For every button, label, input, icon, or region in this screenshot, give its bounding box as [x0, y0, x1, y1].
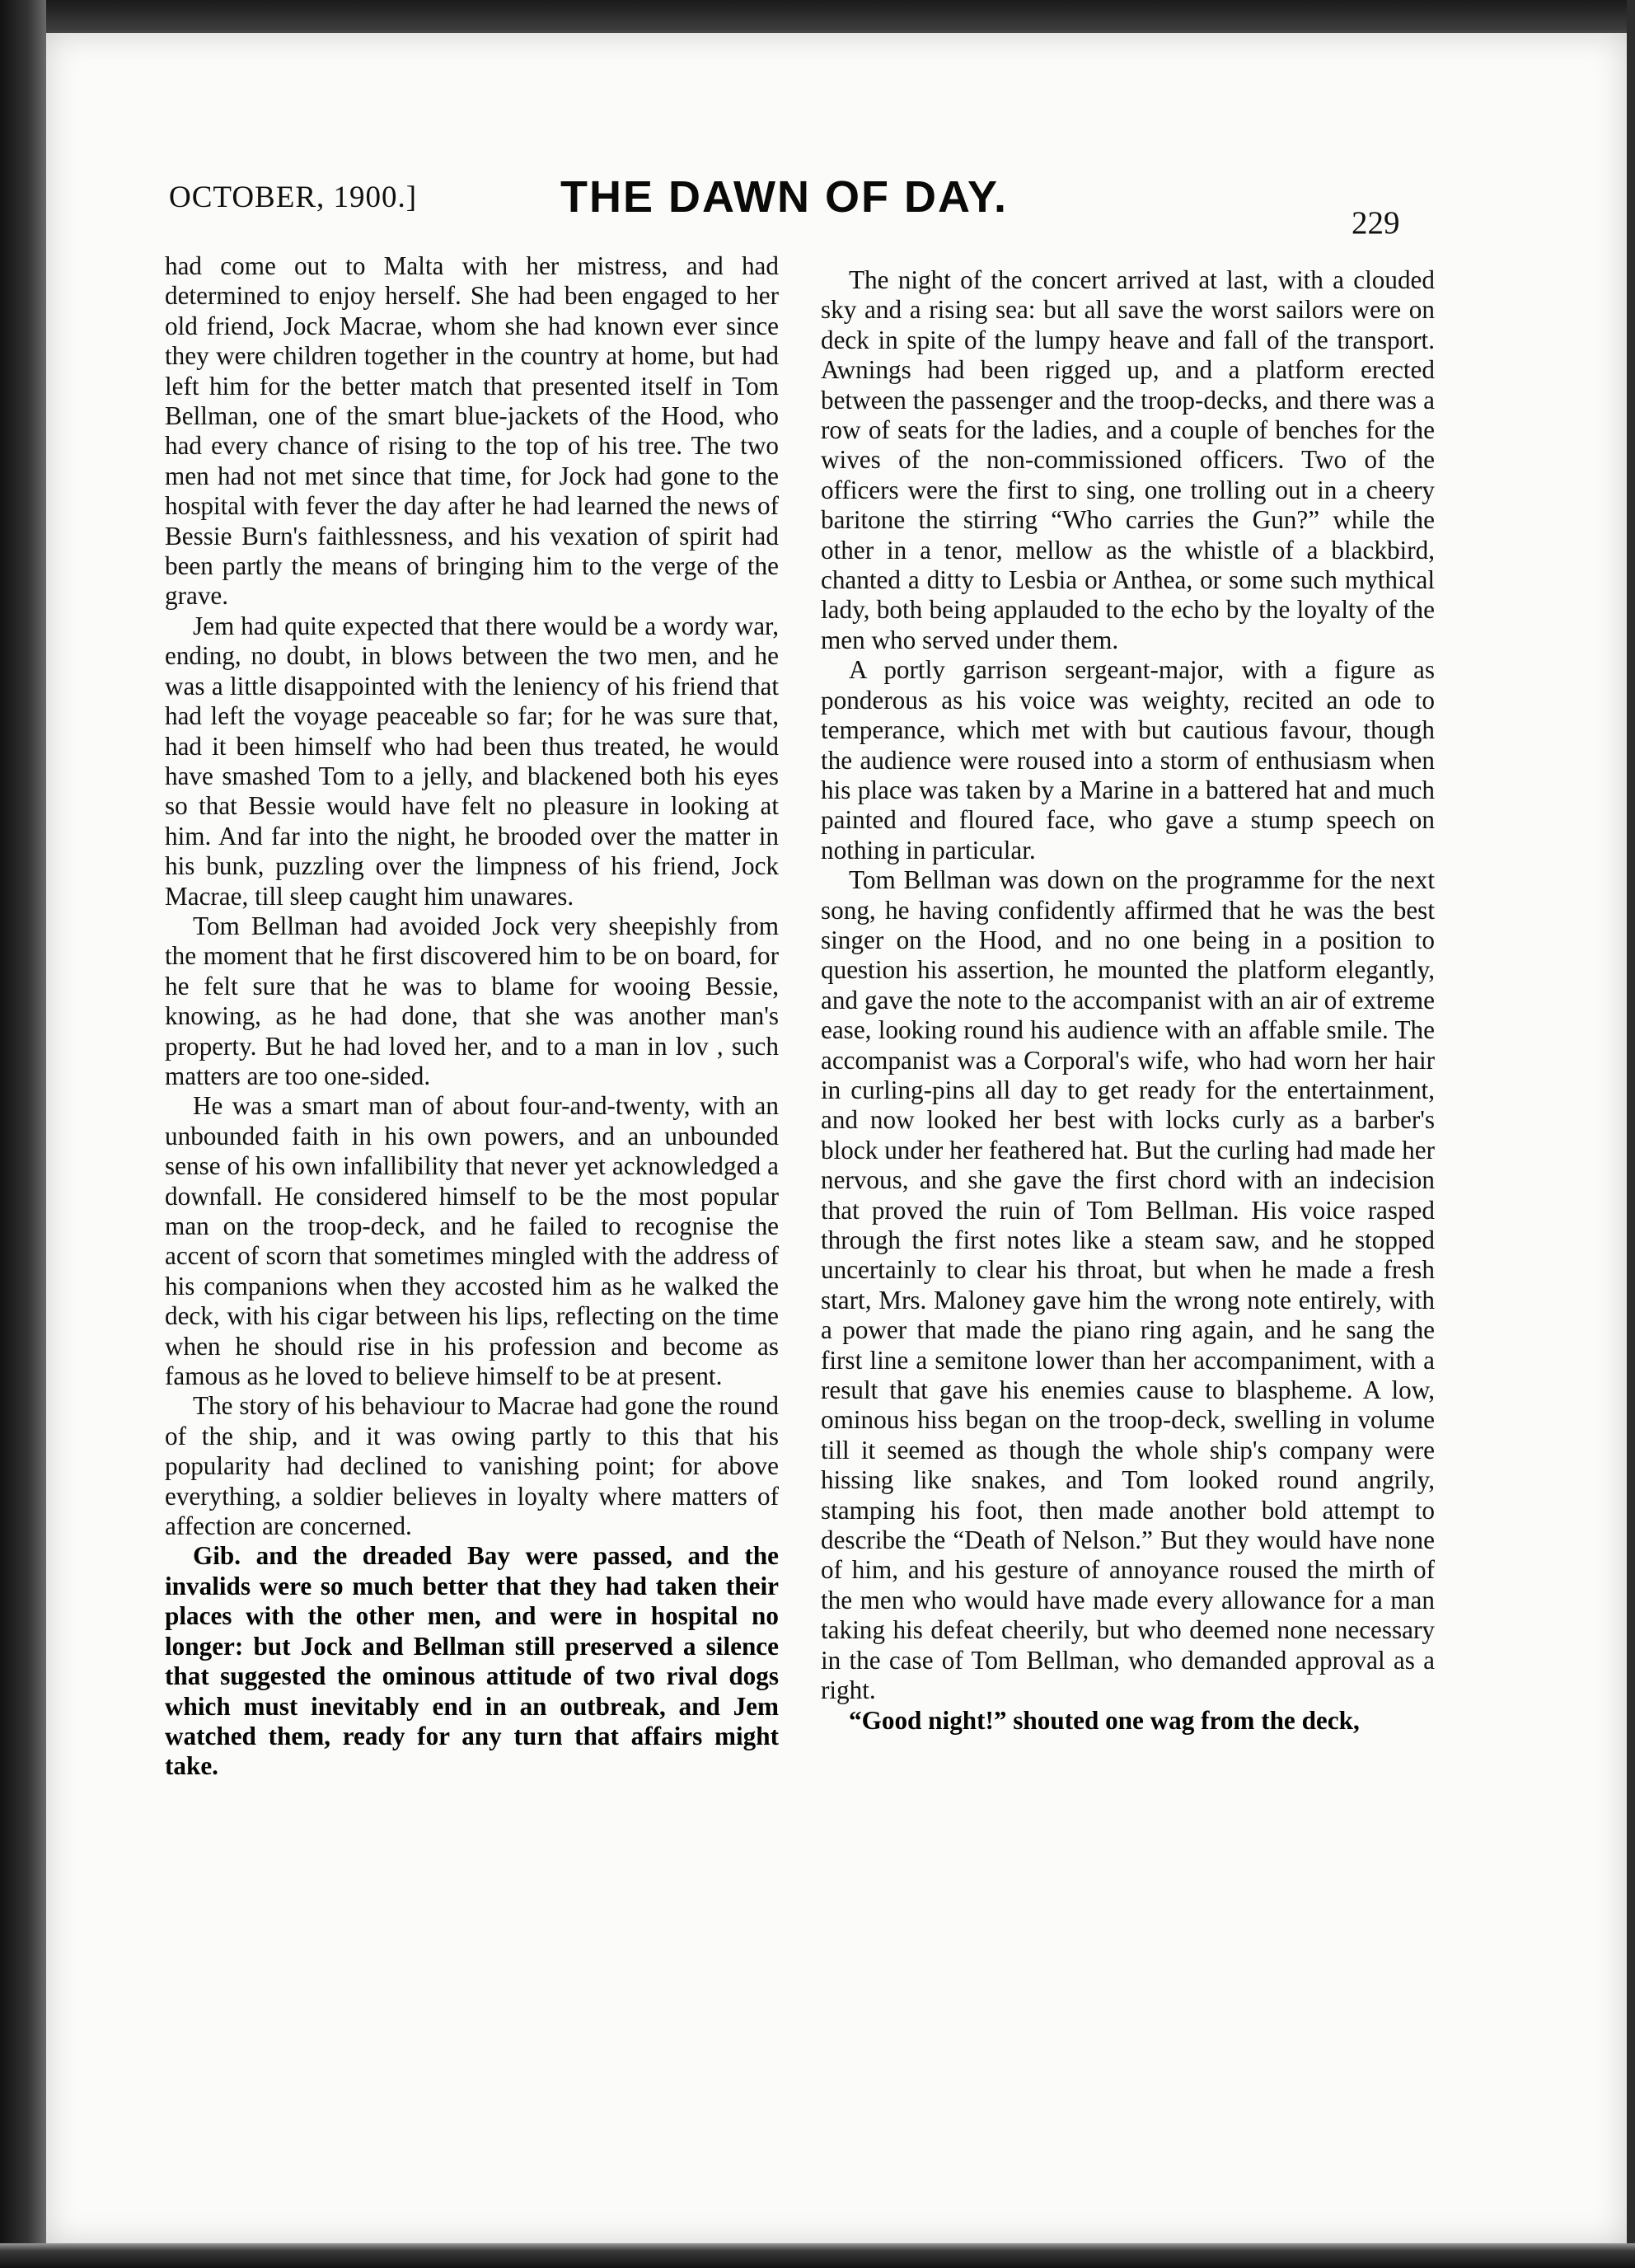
page-number: 229 — [1352, 205, 1400, 241]
paragraph: had come out to Malta with her mistress, and had determined to enjoy herself. She had been engaged to her old friend, Jock Macrae, whom she had known ever since they were children together in the country at home, but had left him for the better match that presented itself in Tom Bellman, one of the smart blue-jackets of the Hood, who had every chance of rising to the top of his tree. The two men had not met since that time, for Jock had gone to the hospital with fever the day after he had learned the news of Bessie Burn's faithlessness, and his vexation of spirit had been partly the means of bringing him to the verge of the grave. — [165, 251, 779, 611]
text-column-right — [821, 265, 1435, 1736]
paragraph: He was a smart man of about four-and-twenty, with an unbounded faith in his own powers, and an unbounded sense of his own infallibility that never yet acknowledged a downfall. He considered himself to be the most popular man on the troop-deck, and he failed to recognise the accent of scorn that sometimes mingled with the address of his companions when they accosted him as he walked the deck, with his cigar between his lips, reflecting on the time when he should rise in his profession and become as famous as he loved to believe himself to be at present. — [165, 1091, 779, 1391]
paragraph: “Good night!” shouted one wag from the deck, — [849, 1705, 1360, 1735]
issue-date: OCTOBER, 1900.] — [169, 180, 418, 214]
paragraph: Tom Bellman had avoided Jock very sheepishly from the moment that he first discovered him to be on board, for he felt sure that he was to blame for wooing Bessie, knowing, as he had done, that she was another man's property. But he had loved her, and to a man in lov , such matters are too one-sided. — [165, 911, 779, 1090]
magazine-title: THE DAWN OF DAY. — [560, 172, 1009, 222]
paragraph: Gib. and the dreaded Bay were passed, and the invalids were so much better that they had taken their places with the other men, and were in hospital no longer: but Jock and Bellman still preserved a silence that suggested the ominous attitude of two rival dogs which must inevitably end in an outbreak, and Jem watched them, ready for any turn that affairs might take. — [165, 1541, 779, 1781]
scan-shadow-bottom — [0, 2243, 1635, 2268]
scan-shadow-left — [0, 0, 46, 2268]
text-column-left — [165, 251, 779, 1782]
paragraph: The story of his behaviour to Macrae had gone the round of the ship, and it was owing partly to this that his popularity had declined to vanishing point; for above everything, a soldier believes in loyalty where matters of affection are concerned. — [165, 1391, 779, 1541]
paragraph: Tom Bellman was down on the programme for the next song, he having confidently affirmed that he was the best singer on the Hood, and no one being in a position to question his assertion, he mounted the platform elegantly, and gave the note to the accompanist with an air of extreme ease, looking round his audience with an affable smile. The accompanist was a Corporal's wife, who had worn her hair in curling-pins all day to get ready for the entertainment, and now looked her best with locks curly as a barber's block under her feathered hat. But the curling had made her nervous, and she gave the first chord with an indecision that proved the ruin of Tom Bellman. His voice rasped through the first notes like a steam saw, and he stopped uncertainly to clear his throat, but when he made a fresh start, Mrs. Maloney gave him the wrong note entirely, with a power that made the piano ring again, and he sang the first line a semitone lower than her accompaniment, with a result that gave his enemies cause to blaspheme. A low, ominous hiss began on the troop-deck, swelling in volume till it seemed as though the whole ship's company were hissing like snakes, and Tom looked round angrily, stamping his foot, then made another bold attempt to describe the “Death of Nelson.” But they would have none of him, and his gesture of annoyance roused the mirth of the men who would have made every allowance for a man taking his defeat cheerily, but who deemed none necessary in the case of Tom Bellman, who demanded approval as a right. — [821, 865, 1435, 1705]
paragraph: Jem had quite expected that there would be a wordy war, ending, no doubt, in blows between the two men, and he was a little disappointed with the leniency of his friend that had left the voyage peaceable so far; for he was sure that, had it been himself who had been thus treated, he would have smashed Tom to a jelly, and blackened both his eyes so that Bessie would have felt no pleasure in looking at him. And far into the night, he brooded over the matter in his bunk, puzzling over the limpness of his friend, Jock Macrae, till sleep caught him unawares. — [165, 611, 779, 911]
paragraph: A portly garrison sergeant-major, with a figure as ponderous as his voice was weighty, recited an ode to temperance, which met with but cautious favour, though the audience were roused into a storm of enthusiasm when his place was taken by a Marine in a battered hat and much painted and floured face, who gave a stump speech on nothing in particular. — [821, 655, 1435, 865]
scan-shadow-right — [1627, 0, 1635, 2268]
paragraph: The night of the concert arrived at last, with a clouded sky and a rising sea: but all save the worst sailors were on deck in spite of the lumpy heave and fall of the transport. Awnings had been rigged up, and a platform erected between the passenger and the troop-decks, and there was a row of seats for the ladies, and a couple of benches for the wives of the non-commissioned officers. Two of the officers were the first to sing, one trolling out in a cheery baritone the stirring “Who carries the Gun?” while the other in a tenor, mellow as the whistle of a blackbird, chanted a ditty to Lesbia or Anthea, or some such mythical lady, both being applauded to the echo by the loyalty of the men who served under them. — [821, 265, 1435, 654]
